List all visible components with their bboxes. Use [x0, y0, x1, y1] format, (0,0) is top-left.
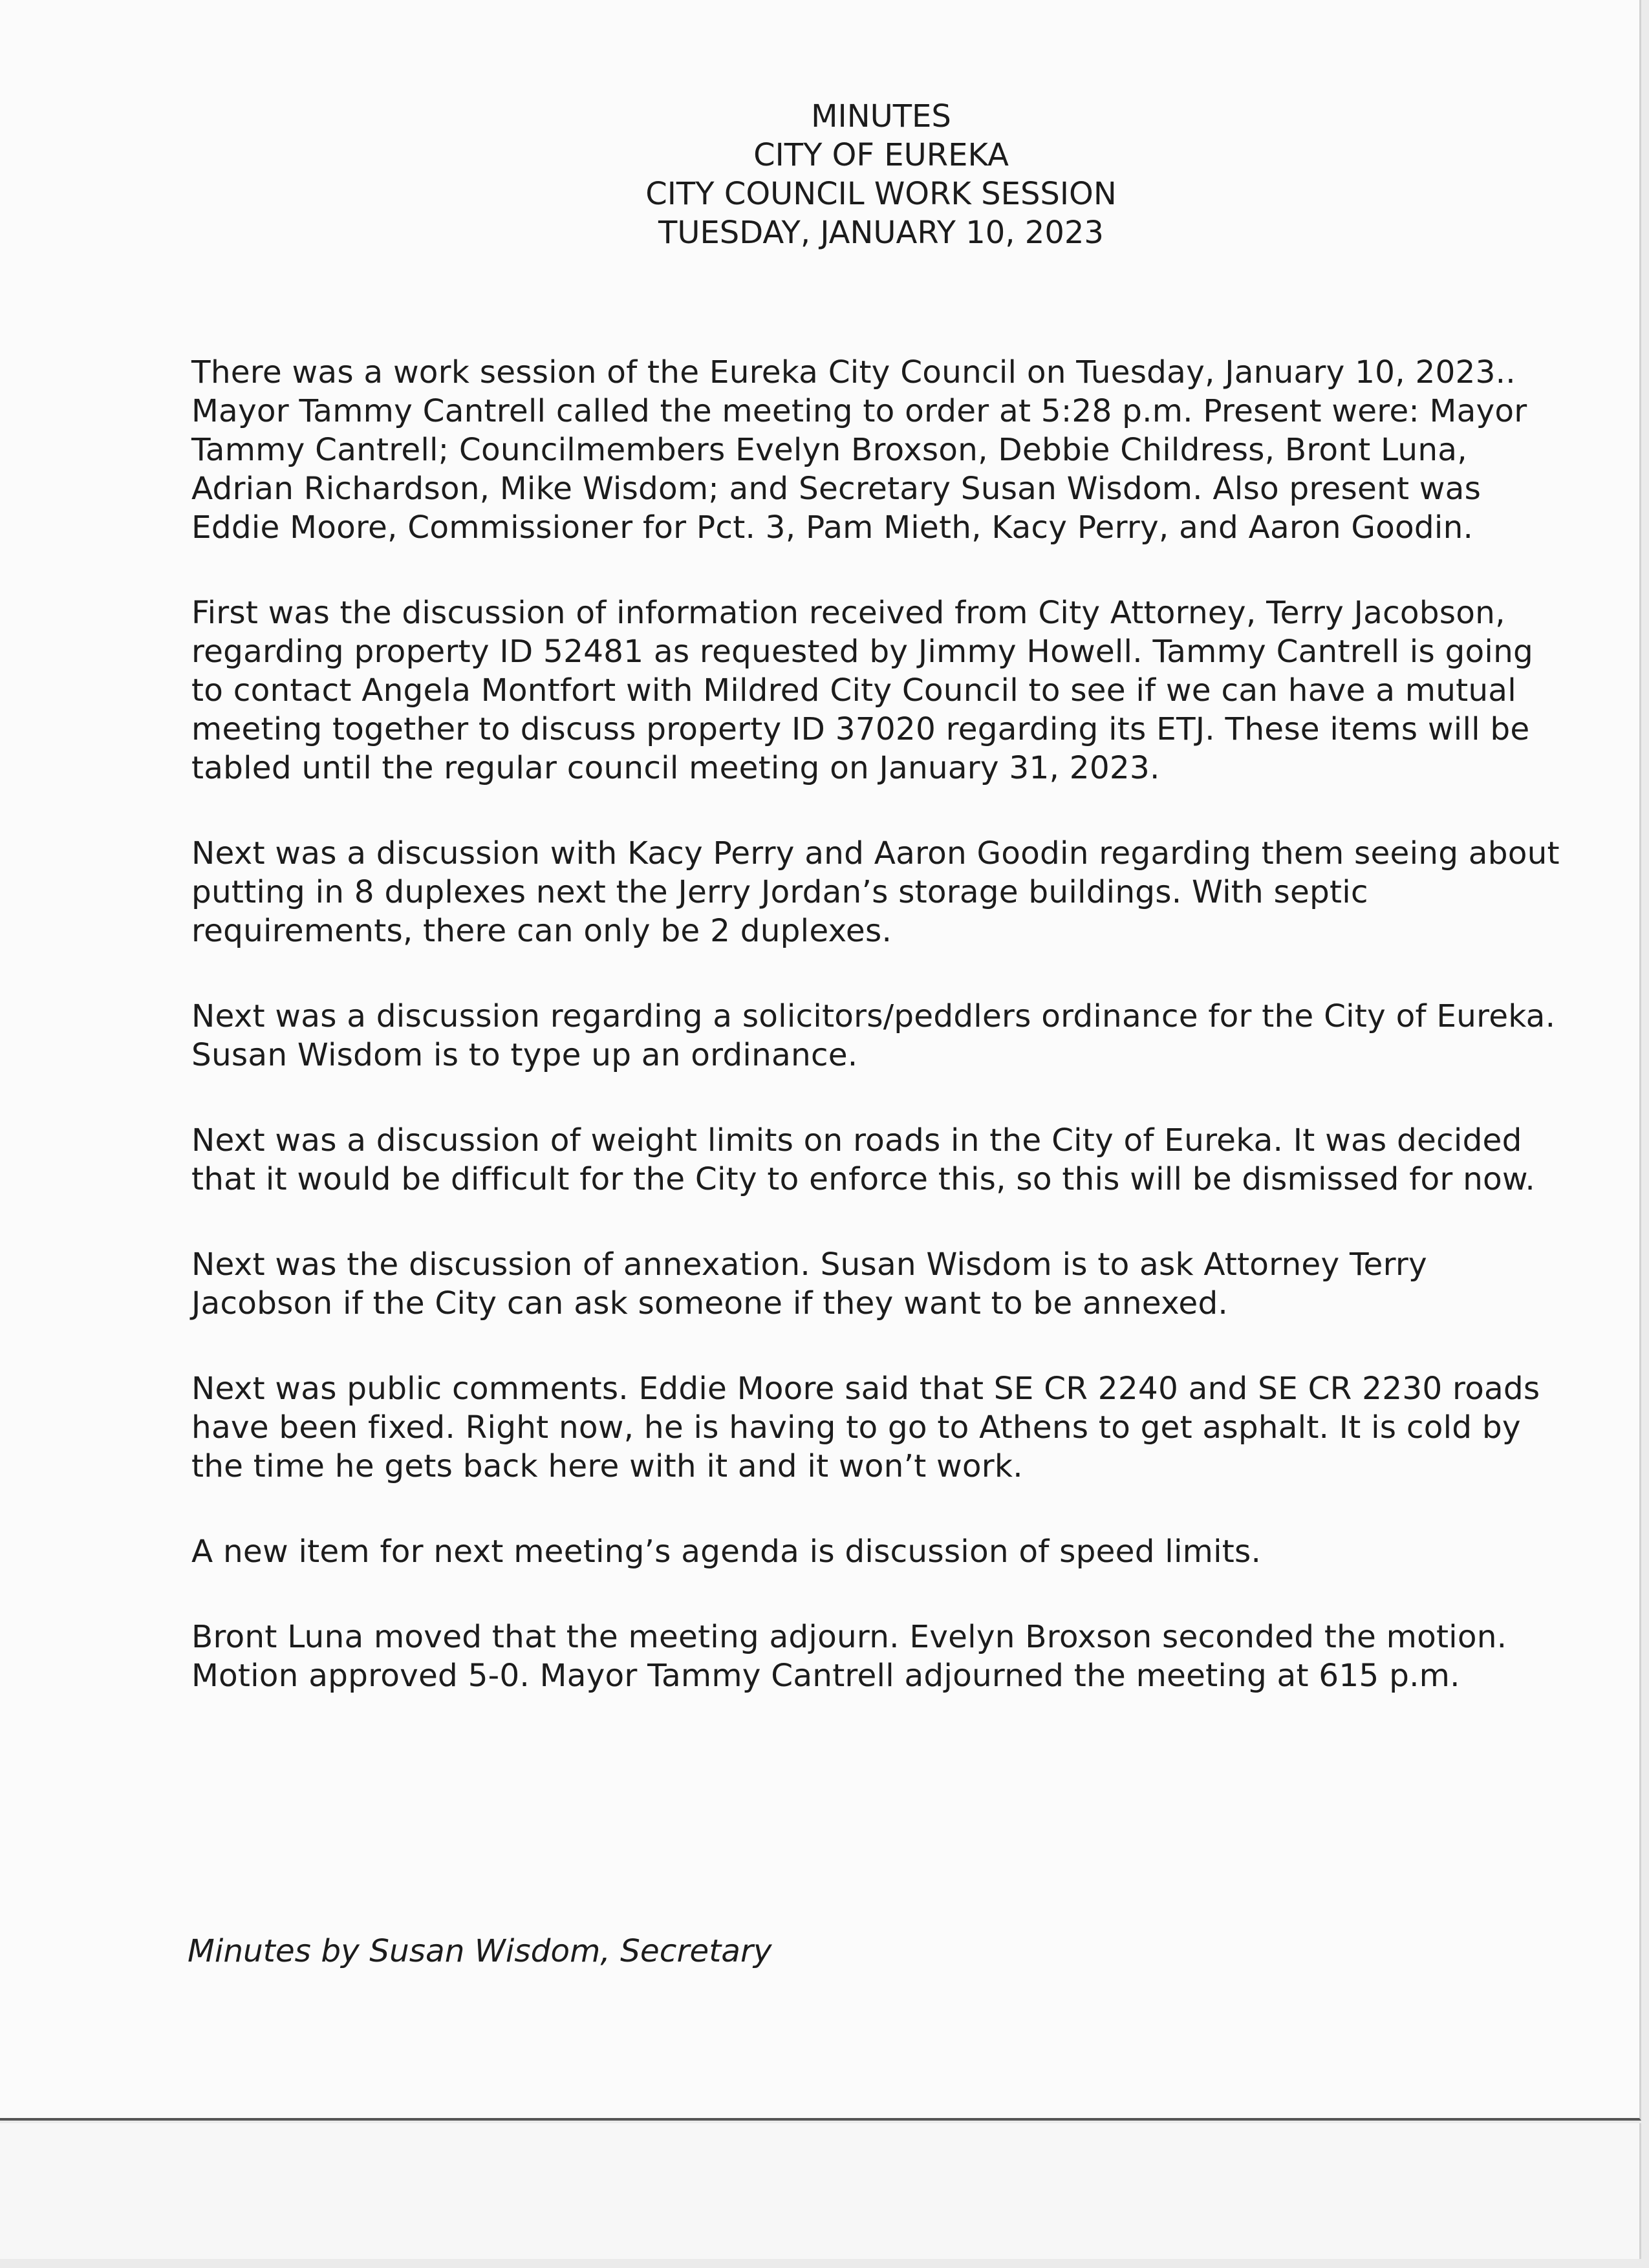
header-minutes: MINUTES — [811, 98, 951, 134]
paragraph-new-item: A new item for next meeting’s agenda is discussion of speed limits. — [191, 1534, 1262, 1570]
header-city: CITY OF EUREKA — [753, 137, 1009, 173]
paragraph-duplexes: Next was a discussion with Kacy Perry and Aaron Goodin regarding them seeing about putting in 8 duplexes next the Jerry Jordan’s storage buildings. With septic requirements, there can only be 2 duplexes. — [191, 835, 1560, 949]
paragraph-adjourn: Bront Luna moved that the meeting adjourn. Evelyn Broxson seconded the motion. Motion approved 5-0. Mayor Tammy Cantrell adjourned the meeting at 615 p.m. — [191, 1619, 1507, 1694]
paragraph-property: First was the discussion of information received from City Attorney, Terry Jacobson, regarding property ID 52481 as requested by Jimmy Howell. Tammy Cantrell is going to contact Angela Montfort with Mildred City Council to see if we can have a mutual meeting together to discuss property ID 37020 regarding its ETJ. These items will be tabled until the regular council meeting on January 31, 2023. — [191, 595, 1534, 786]
paragraph-solicitors: Next was a discussion regarding a solicitors/peddlers ordinance for the City of Eureka. Susan Wisdom is to type up an ordinance. — [191, 998, 1556, 1073]
paragraph-weight-limits: Next was a discussion of weight limits on roads in the City of Eureka. It was decided that it would be difficult for the City to enforce this, so this will be dismissed for now. — [191, 1122, 1535, 1197]
signature-line: Minutes by Susan Wisdom, Secretary — [188, 1933, 772, 1969]
document-header — [0, 97, 1649, 252]
minutes-body — [191, 353, 1562, 1742]
header-date: TUESDAY, JANUARY 10, 2023 — [658, 215, 1104, 251]
paragraph-attendance: There was a work session of the Eureka City Council on Tuesday, January 10, 2023.. Mayor Tammy Cantrell called the meeting to order at 5:28 p.m. Present were: Mayor Tammy Cantrell; Councilmembers Evelyn Broxson, Debbie Childress, Bront Luna, Adrian Richardson, Mike Wisdom; and Secretary Susan Wisdom. Also present was Eddie Moore, Commissioner for Pct. 3, Pam Mieth, Kacy Perry, and Aaron Goodin. — [191, 354, 1527, 546]
scan-bottom-strip — [0, 2123, 1641, 2259]
paragraph-annexation: Next was the discussion of annexation. Susan Wisdom is to ask Attorney Terry Jacobson if the City can ask someone if they want to be annexed. — [191, 1246, 1427, 1321]
paragraph-public-comments: Next was public comments. Eddie Moore said that SE CR 2240 and SE CR 2230 roads have been fixed. Right now, he is having to go to Athens to get asphalt. It is cold by the time he gets back here with it and it won’t work. — [191, 1371, 1540, 1484]
header-session: CITY COUNCIL WORK SESSION — [645, 176, 1117, 212]
